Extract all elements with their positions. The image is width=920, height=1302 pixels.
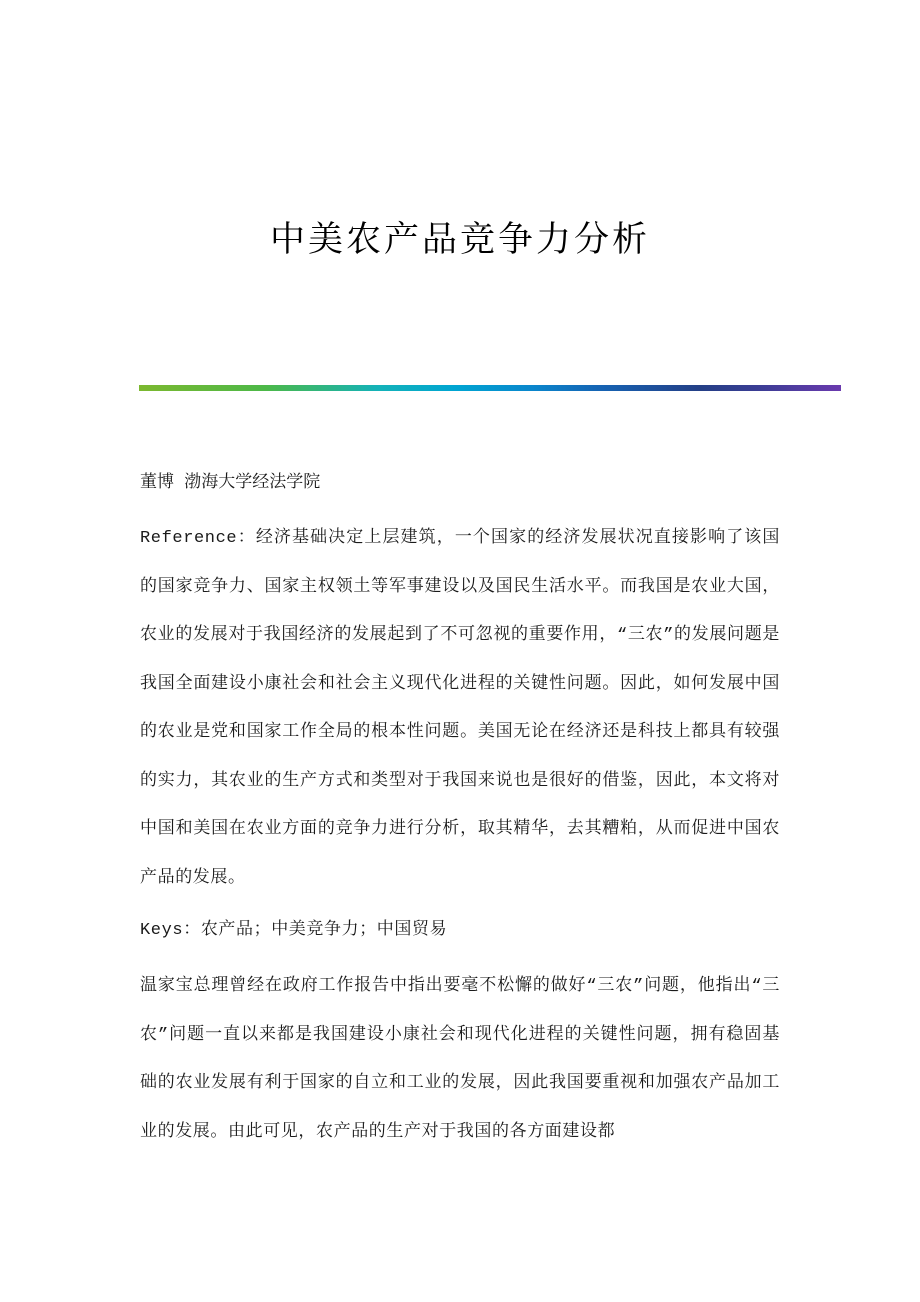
author-affiliation: 董博 渤海大学经法学院 — [140, 474, 321, 493]
abstract-text: 经济基础决定上层建筑，一个国家的经济发展状况直接影响了该国的国家竞争力、国家主权领土等军事建设以及国民生活水平。而我国是农业大国，农业的发展对于我国经济的发展起到了不可忽视的重要作用，“三农”的发展问题是我国全面建设小康社会和社会主义现代化进程的关键性问题。因此，如何发展中国的农业是党和国家工作全局的根本性问题。美国无论在经济还是科技上都具有较强的实力，其农业的生产方式和类型对于我国来说也是很好的借鉴，因此，本文将对中国和美国在农业方面的竞争力进行分析，取其精华，去其糟粕，从而促进中国农产品的发展。 — [140, 529, 780, 888]
keywords-text: 农产品；中美竞争力；中国贸易 — [200, 921, 448, 940]
title-divider — [139, 385, 841, 391]
keywords-label: Keys： — [140, 921, 201, 940]
intro-paragraph: 温家宝总理曾经在政府工作报告中指出要毫不松懈的做好“三农”问题，他指出“三农”问题一直以来都是我国建设小康社会和现代化进程的关键性问题，拥有稳固基础的农业发展有利于国家的自立和工业的发展，因此我国要重视和加强农产品加工业的发展。由此可见，农产品的生产对于我国的各方面建设都 — [140, 977, 780, 1142]
keywords-line — [140, 907, 780, 955]
abstract-label: Reference： — [140, 529, 256, 548]
abstract-paragraph — [140, 515, 780, 903]
page-title: 中美农产品竞争力分析 — [269, 220, 650, 260]
